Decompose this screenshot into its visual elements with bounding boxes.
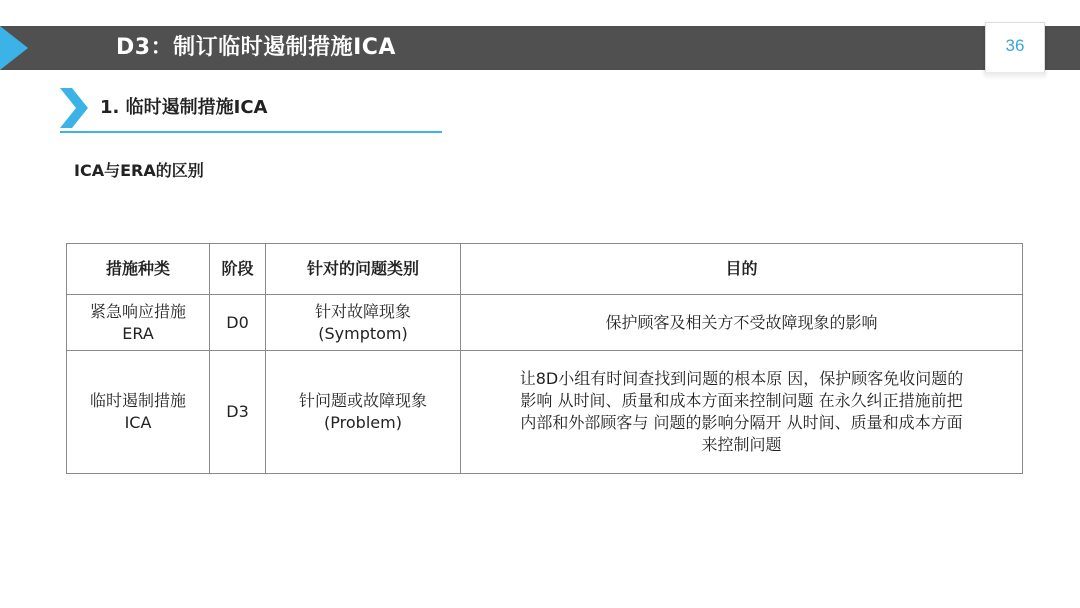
type-name: 临时遏制措施 [89,391,186,410]
type-abbr: ERA [122,323,154,343]
comparison-table [66,243,1023,474]
purpose-line: 影响 从时间、质量和成本方面来控制问题 在永久纠正措施前把 [520,391,963,410]
table-header-row [67,244,1023,295]
purpose-line: 内部和外部顾客与 问题的影响分隔开 从时间、质量和成本方面 [520,413,963,432]
page-number-badge: 36 [985,22,1045,74]
cell-type [67,351,210,474]
cell-stage: D3 [210,351,266,474]
category-english: (Problem) [324,413,402,432]
header-cell-stage: 阶段 [210,244,266,295]
table-row [67,351,1023,474]
type-name: 紧急响应措施 [89,301,186,321]
cell-category [266,351,461,474]
page-badge-shadow [985,72,1045,80]
cell-stage: D0 [210,295,266,351]
cell-type [67,295,210,351]
category-english: (Symptom) [318,323,408,343]
category-name: 针问题或故障现象 [298,391,427,410]
category-name: 针对故障现象 [314,301,411,321]
header-cell-type: 措施种类 [67,244,210,295]
section-title: 1. 临时遏制措施ICA [100,97,268,118]
cell-purpose: 保护顾客及相关方不受故障现象的影响 [461,295,1023,351]
cell-category [266,295,461,351]
purpose-line: 让8D小组有时间查找到问题的根本原 因，保护顾客免收问题的 [519,369,964,388]
table-row [67,295,1023,351]
type-abbr: ICA [124,413,152,432]
subheading: ICA与ERA的区别 [74,161,204,180]
chevron-right-icon [60,88,88,128]
slide-title: D3：制订临时遏制措施ICA [116,35,396,60]
header-cell-purpose: 目的 [461,244,1023,295]
cell-purpose [461,351,1023,474]
section-underline [60,131,442,133]
title-accent-shape [0,26,28,70]
header-cell-category: 针对的问题类别 [266,244,461,295]
purpose-line: 来控制问题 [701,435,782,454]
